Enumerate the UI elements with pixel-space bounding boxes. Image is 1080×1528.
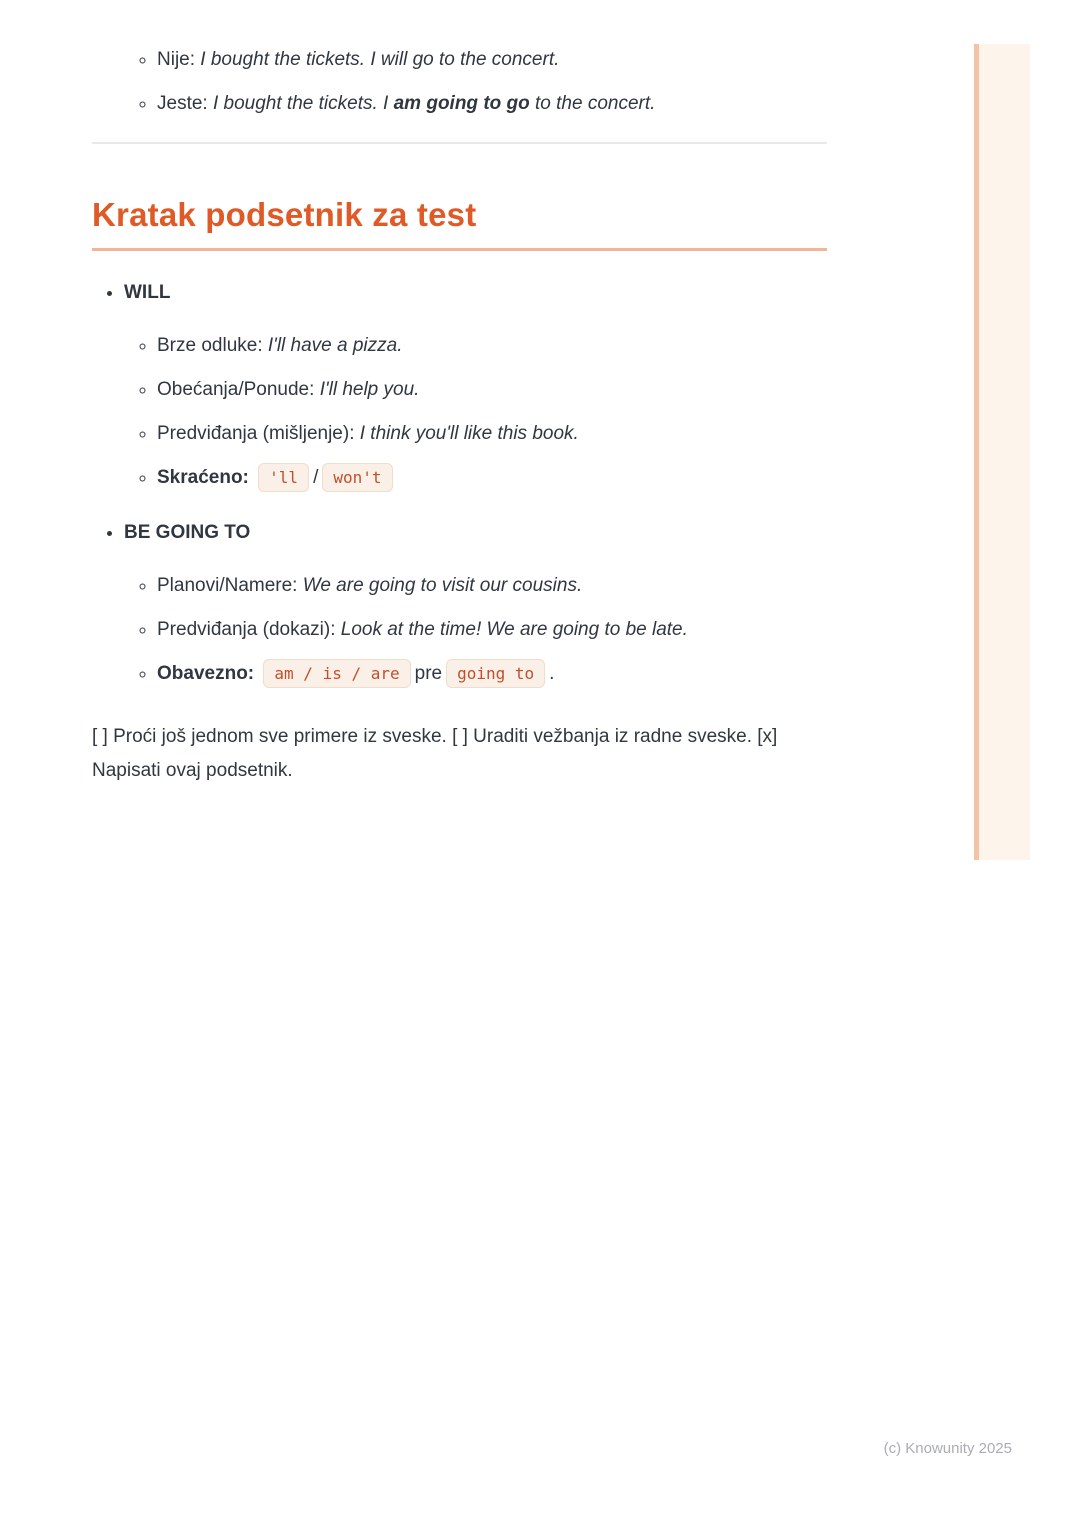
list-item [157, 332, 827, 360]
category-label: Planovi/Namere: [157, 575, 303, 596]
code-chip-am-is-are: am / is / are [263, 659, 410, 688]
list-item [157, 90, 827, 118]
code-chip-wont: won't [322, 463, 392, 492]
list-item [157, 46, 827, 74]
be-going-to-sublist [124, 572, 827, 688]
list-item-will [124, 279, 827, 492]
copyright-footer: (c) Knowunity 2025 [883, 1440, 1012, 1457]
example-sentence: I'll have a pizza. [267, 335, 403, 356]
between-text: pre [414, 663, 443, 684]
example-sentence-bold: am going to go [393, 93, 530, 114]
example-sentence-start: I bought the tickets. I [212, 93, 394, 114]
example-sentence: I think you'll like this book. [359, 423, 579, 444]
category-label: Brze odluke: [157, 335, 268, 356]
category-label: Obećanja/Ponude: [157, 379, 320, 400]
example-sentence: I'll help you. [319, 379, 420, 400]
example-sentence: We are going to visit our cousins. [302, 575, 583, 596]
category-label: Predviđanja (dokazi): [157, 619, 341, 640]
will-sublist [124, 332, 827, 492]
document-content [92, 46, 827, 788]
separator-text: / [313, 467, 319, 488]
list-item [157, 572, 827, 600]
list-item [157, 616, 827, 644]
example-sentence-end: to the concert. [529, 93, 656, 114]
list-item-mandatory [157, 660, 827, 688]
category-label: Nije: [157, 49, 201, 70]
section-divider [92, 142, 827, 144]
example-sentence: I bought the tickets. I will go to the concert. [200, 49, 560, 70]
list-item [157, 376, 827, 404]
mandatory-label: Obavezno: [157, 663, 260, 684]
code-chip-going-to: going to [446, 659, 545, 688]
will-label: WILL [124, 282, 171, 303]
page-title: Kratak podsetnik za test [92, 196, 827, 251]
reminder-list [92, 279, 827, 688]
list-item-be-going-to [124, 519, 827, 688]
category-label: Jeste: [157, 93, 213, 114]
checklist-text: [ ] Proći još jednom sve primere iz sveske. [ ] Uraditi vežbanja iz radne sveske. [x] Napisati ovaj podsetnik. [92, 726, 778, 781]
sentence-period: . [549, 663, 555, 684]
example-sentence: Look at the time! We are going to be late. [340, 619, 688, 640]
shortened-label: Skraćeno: [157, 467, 255, 488]
intro-examples-list [92, 46, 827, 118]
be-going-to-label: BE GOING TO [124, 522, 251, 543]
category-label: Predviđanja (mišljenje): [157, 423, 360, 444]
list-item-shortened [157, 464, 827, 492]
page-edge-decoration [974, 44, 1030, 860]
code-chip-ll: 'll [258, 463, 309, 492]
list-item [157, 420, 827, 448]
